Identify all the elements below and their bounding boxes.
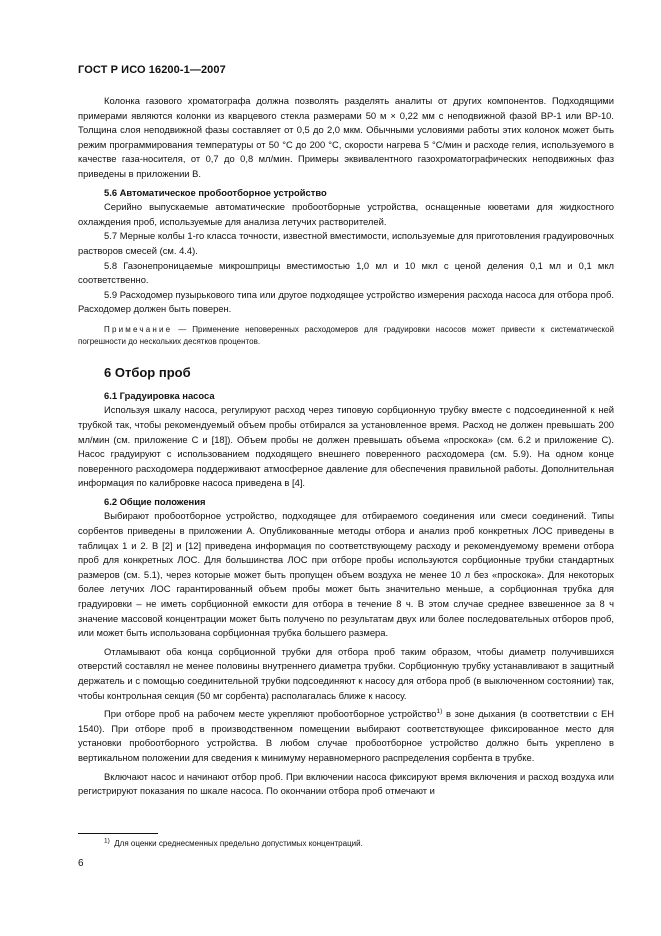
- paragraph-5-6: Серийно выпускаемые автоматические пробоотборные устройства, оснащенные кюветами для жидкостного охлаждения проб, используемые для анализа летучих растворителей.: [78, 201, 614, 227]
- note: [78, 324, 614, 349]
- paragraph-6-2-c-part1: При отборе проб на рабочем месте укрепляют пробоотборное устройство: [104, 708, 437, 720]
- footnote-divider: [78, 833, 158, 834]
- paragraph-6-2-d: Включают насос и начинают отбор проб. При включении насоса фиксируют время включения и расход воздуха или регистрируют показания по шкале насоса. По окончании отбора проб отмечают и: [78, 770, 614, 797]
- footnote-marker: 1): [104, 837, 110, 845]
- section-6-title: 6 Отбор проб: [104, 364, 191, 380]
- paragraph-5-7: 5.7 Мерные колбы 1-го класса точности, известной вместимости, используемые для приготовления градуировочных растворов смесей (см. 4.4).: [78, 230, 614, 256]
- paragraph-5-8: 5.8 Газонепроницаемые микрошприцы вместимостью 1,0 мл и 10 мкл с ценой деления 0,1 мл и 0,1 мкл соответственно.: [78, 259, 614, 286]
- footnote-reference[interactable]: 1): [436, 708, 443, 716]
- page-number: 6: [78, 858, 84, 869]
- paragraph-6-2-b: Отламывают оба конца сорбционной трубки для отбора проб таким образом, чтобы диаметр получившихся отверстий составлял не менее половины внутреннего диаметра трубки. Сорбционную трубку устанавливают в защитный держатель и с помощью соединительной трубки подсоединяют к насосу для отбора проб (в выключенном состоянии) так, чтобы контрольная секция (50 мг сорбента) располагалась ближе к насосу.: [78, 645, 614, 701]
- note-label: Примечание: [104, 324, 173, 334]
- footnote-text: Для оценки среднесменных предельно допустимых концентраций.: [114, 839, 363, 848]
- paragraph-6-2-a: Выбирают пробоотборное устройство, подходящее для отбираемого соединения или смеси соединений. Типы сорбентов приведены в приложении А. Опубликованные методы отбора и анализ проб конкретных ЛОС приведены в таблицах 1 и 2. В [2] и [12] приведена информация по соответствующему расходу и рекомендуемому времени отбора проб для конкретных ЛОС. Для большинства ЛОС при отборе пробы используются сорбционные трубки стандартных размеров (см. 5.1), через которые может быть пропущен объем воздуха не менее 10 л без «проскока». Для некоторых более летучих ЛОС гарантированный объем пробы может быть значительно меньше, а сорбционная трубка для градуировки – не иметь сорбционной емкости для отбора в течение 8 ч. В этом случае среднее взвешенное за 8 ч значение массовой концентрации может быть получено по результатам двух или более последовательных отборов проб, или может быть использована сорбционная трубка большего размера.: [78, 510, 614, 639]
- heading-5-6: 5.6 Автоматическое пробоотборное устройство: [104, 186, 327, 198]
- paragraph-6-2-c: [78, 707, 614, 765]
- paragraph-6-1: Используя шкалу насоса, регулируют расход через типовую сорбционную трубку вместе с подсоединенной к ней трубкой так, чтобы рекомендуемый объем пробы отбирался за установленное время. Расход не должен превышать 200 мл/мин (см. приложение С и [18]). Объем пробы не должен превышать объема «проскока» (см. 6.2 и приложение С). Насос градуируют с использованием подходящего внешнего поверенного расходомера (см. 5.9). На одном конце поверенного расходомера поддерживают атмосферное давление для обеспечения правильной работы. Дополнительная информация по калибровке насоса приведена в [4].: [78, 404, 614, 489]
- paragraph-5-9: 5.9 Расходомер пузырькового типа или другое подходящее устройство измерения расхода насоса для отбора проб. Расходомер должен быть поверен.: [78, 288, 614, 315]
- heading-6-1: 6.1 Градуировка насоса: [104, 389, 215, 401]
- footnote: [104, 838, 363, 850]
- paragraph-6-2-c-part2: в зоне дыхания (в соответствии с ЕН 1540). При отборе проб в производственном помещении выбирают соответствующее фиксированное место для установки пробоотборного устройства. В любом случае пробоотборное устройство должно быть укреплено в вертикальном положении для сведения к минимуму неравномерного распределения сорбента в трубке.: [78, 708, 614, 763]
- heading-6-2: 6.2 Общие положения: [104, 495, 206, 507]
- paragraph-gc-column: Колонка газового хроматографа должна позволять разделять аналиты от других компонентов. Подходящими примерами являются колонки из кварцевого стекла размерами 50 м × 0,22 мм с неподвижной фазой ВР-1 или ВР-10. Толщина слоя неподвижной фазы составляет от 0,5 до 2,0 мкм. Обычными условиями работы этих колонок может быть режим программирования температуры от 50 °С до 200 °С, скорости нагрева 5 °С/мин и расходе гелия, используемого в качестве газа-носителя, от 0,7 до 0,8 мл/мин. Примеры эквивалентного газохроматографических неподвижных фаз приведены в приложении В.: [78, 95, 614, 179]
- main-text: [78, 94, 614, 799]
- document-header: ГОСТ Р ИСО 16200-1—2007: [78, 64, 226, 76]
- note-text: — Применение неповеренных расходомеров для градуировки насосов может привести к систематической погрешности до нескольких десятков процентов.: [78, 324, 614, 347]
